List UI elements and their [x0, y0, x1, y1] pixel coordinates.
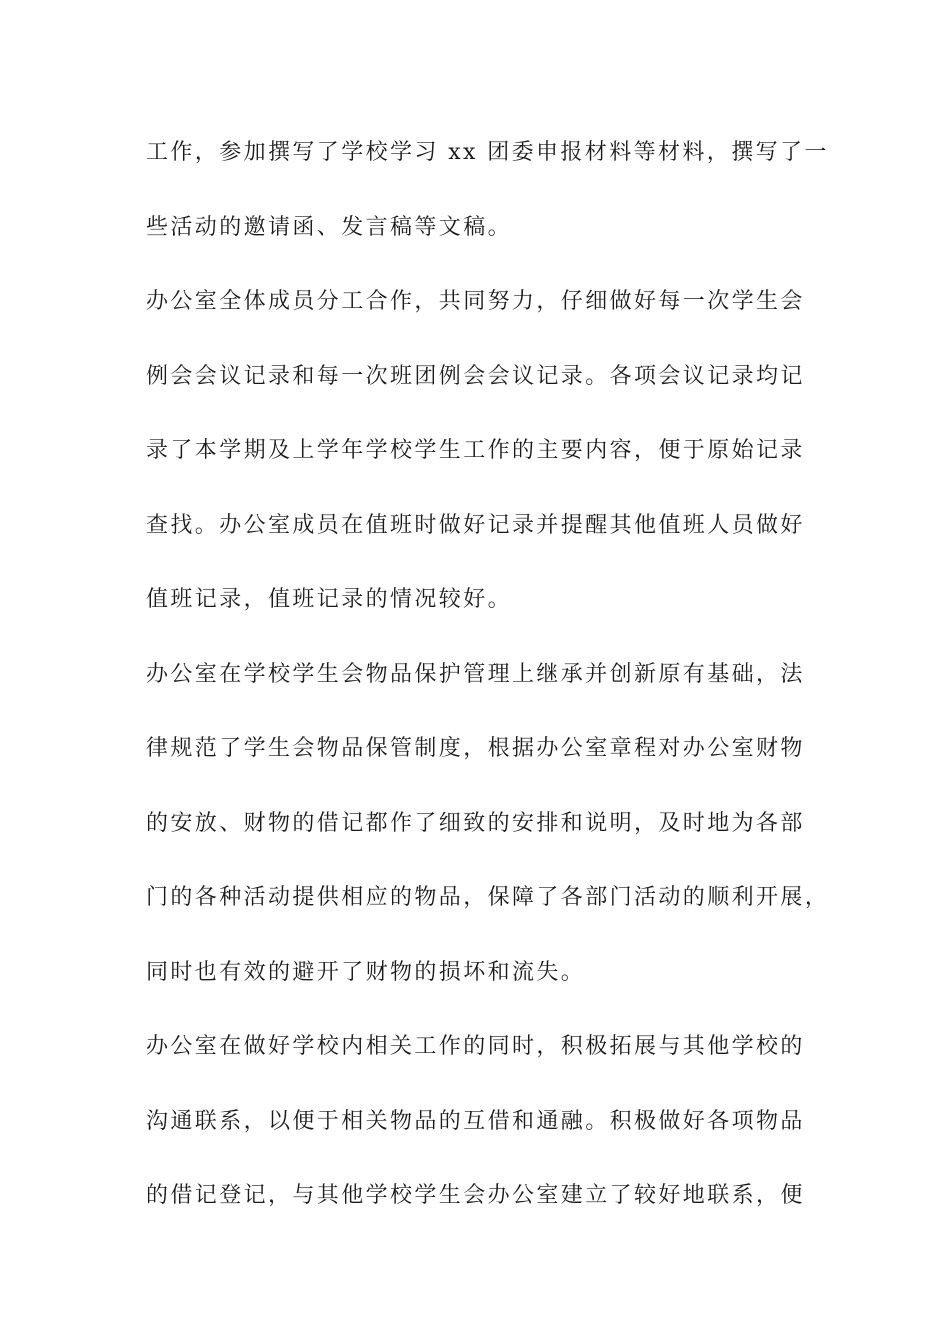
- text-line: 工作，参加撰写了学校学习 xx 团委申报材料等材料，撰写了一: [146, 140, 829, 165]
- text-line: 例会会议记录和每一次班团例会会议记录。各项会议记录均记: [146, 363, 805, 389]
- text-line: 查找。办公室成员在值班时做好记录并提醒其他值班人员做好: [146, 512, 805, 538]
- text-line: 的借记登记，与其他学校学生会办公室建立了较好地联系，便: [146, 1183, 805, 1208]
- body-text: [146, 128, 836, 1246]
- text-line: 办公室在学校学生会物品保护管理上继承并创新原有基础，法: [146, 661, 805, 687]
- text-line: 的安放、财物的借记都作了细致的安排和说明，及时地为各部: [146, 810, 805, 836]
- text-line: 沟通联系，以便于相关物品的互借和通融。积极做好各项物品: [146, 1108, 805, 1134]
- text-line: 同时也有效的避开了财物的损坏和流失。: [146, 959, 586, 985]
- text-line: 些活动的邀请函、发言稿等文稿。: [146, 214, 513, 240]
- text-line: 门的各种活动提供相应的物品，保障了各部门活动的顺利开展，: [146, 885, 830, 910]
- text-line: 律规范了学生会物品保管制度，根据办公室章程对办公室财物: [146, 736, 805, 761]
- text-line: 办公室全体成员分工合作，共同努力，仔细做好每一次学生会: [146, 289, 805, 314]
- text-line: 办公室在做好学校内相关工作的同时，积极拓展与其他学校的: [146, 1034, 805, 1059]
- text-line: 录了本学期及上学年学校学生工作的主要内容，便于原始记录: [146, 438, 805, 463]
- text-line: 值班记录，值班记录的情况较好。: [146, 587, 513, 612]
